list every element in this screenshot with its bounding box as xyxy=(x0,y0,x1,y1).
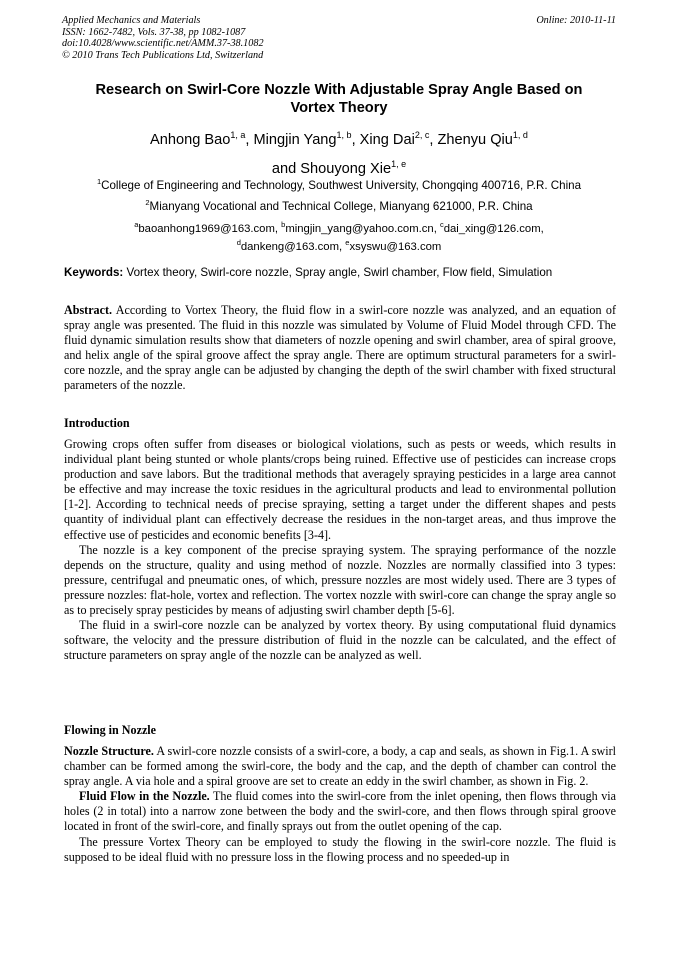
author-name: Xing Dai xyxy=(359,131,415,148)
paper-title xyxy=(62,81,616,117)
author-sup: 1, d xyxy=(512,130,528,140)
author-name: Anhong Bao xyxy=(150,131,231,148)
keywords-text: Vortex theory, Swirl-core nozzle, Spray angle, Swirl chamber, Flow field, Simulation xyxy=(123,266,553,279)
flowing-paragraph-2 xyxy=(64,789,616,834)
email-list xyxy=(62,218,616,254)
issn-line: ISSN: 1662-7482, Vols. 37-38, pp 1082-1087 xyxy=(62,26,246,38)
author-name: Zhenyu Qiu xyxy=(437,131,513,148)
email-sup: e xyxy=(345,237,350,247)
authors-line-1: Anhong Bao$^{1, a}$, Mingjin Yang$^{1, b}$, Xing Dai$^{2, c}$, Zhenyu Qiu$^{1, d}$ xyxy=(150,130,528,148)
title-line-2: Vortex Theory xyxy=(290,100,388,116)
author-sup: 1, b xyxy=(336,130,352,140)
fluid-flow-text: The fluid comes into the swirl-core from the inlet opening, then flows through via holes (2 in total) into a narrow zone between the body and the swirl-core, and then flows through spiral groove located in front of the swirl-core, and finally sprays out from the outlet opening of the cap. xyxy=(64,789,617,834)
flowing-paragraph-3: The pressure Vortex Theory can be employed to study the flowing in the swirl-core nozzle. The fluid is supposed to be ideal fluid with no pressure loss in the flowing process and no speeded-up in xyxy=(64,834,616,864)
email-sup: b xyxy=(281,220,286,229)
affiliation-1 xyxy=(62,175,616,193)
author-list xyxy=(62,123,616,181)
introduction-body xyxy=(64,437,616,663)
copyright-line: © 2010 Trans Tech Publications Ltd, Switzerland xyxy=(62,49,264,61)
fluid-flow-label: Fluid Flow in the Nozzle. xyxy=(79,789,210,804)
journal-header xyxy=(62,15,616,61)
email-line-1 xyxy=(62,218,616,236)
email-line-2 xyxy=(62,236,616,254)
abstract-label: Abstract. xyxy=(64,303,113,317)
introduction-paragraph-2: The nozzle is a key component of the precise spraying system. The spraying performance of the nozzle depends on the structure, quality and using method of nozzle. Nozzles are normally classified into 3 types: pressure, centrifugal and pneumatic ones, of which, pressure nozzles are most widely used. There are 3 types of pressure nozzles: flat-hole, vortex and reflection. The vortex nozzle with swirl-core can change the spray angle so as to precisely spray pesticides by means of adjusting swirl chamber depth [5-6]. xyxy=(64,542,616,618)
journal-name: Applied Mechanics and Materials xyxy=(62,15,201,26)
nozzle-structure-text: A swirl-core nozzle consists of a swirl-core, a body, a cap and seals, as shown in Fig.1. A swirl chamber can be formed among the swirl-core, the body and the cap, and the depth of chamber can control the spray angle. A via hole and a spiral groove are set to create an eddy in the swirl chamber, as shown in Fig. 2. xyxy=(64,744,616,789)
email-sup: c xyxy=(439,220,444,229)
email-address: mingjin_yang@yahoo.com.cn, xyxy=(285,222,440,235)
introduction-paragraph-3: The fluid in a swirl-core nozzle can be analyzed by vortex theory. By using computational fluid dynamics software, the velocity and the pressure distribution of fluid in the nozzle can be calculated, and the effect of structure parameters on spray angle of the nozzle can be analyzed as well. xyxy=(64,618,616,663)
nozzle-structure-label: Nozzle Structure. xyxy=(64,744,154,758)
affiliation-sup: 2 xyxy=(145,198,150,207)
email-address: dankeng@163.com, xyxy=(240,240,346,253)
title-line-1: Research on Swirl-Core Nozzle With Adjustable Spray Angle Based on xyxy=(95,82,583,98)
doi-line: doi:10.4028/www.scientific.net/AMM.37-38.1082 xyxy=(62,38,264,50)
flowing-body xyxy=(64,744,616,865)
introduction-paragraph-1: Growing crops often suffer from diseases or biological violations, such as pests or weeds, which results in individual plant being stunted or whole plants/crops being ruined. Effective use of pesticides can increase crops production and save labors. But the traditional methods that averagely spraying pesticides in a large area cannot be effective and may increase the toxic residues in the agricultural products and lead to environmental pollution [1-2]. According to technical needs of precise spraying, setting a target under the different shapes and pests quantity of individual plant can effectively decrease the residues in the non-target areas, and thus improve the effective use of pesticides and economic benefits [3-4]. xyxy=(64,437,616,542)
abstract-text: According to Vortex Theory, the fluid flow in a swirl-core nozzle was analyzed, and an equation of spray angle was presented. The fluid in this nozzle was simulated by Volume of Fluid Model through CFD. The fluid dynamic simulation results show that diameters of nozzle opening and swirl chamber, area of spiral groove, and helix angle of the spiral groove affect the spray angle. There are optimum structural parameters for a swirl-core nozzle, and the spray angle can be adjusted by changing the depth of the swirl chamber with fixed structural parameters of the nozzle. xyxy=(64,303,616,393)
email-sup: d xyxy=(236,237,241,247)
online-date: Online: 2010-11-11 xyxy=(536,15,616,26)
author-name: and Shouyong Xie xyxy=(271,160,392,177)
keywords xyxy=(64,266,616,280)
author-sup: 1, e xyxy=(391,158,407,169)
author-sup: 2, c xyxy=(414,130,430,140)
email-sup: a xyxy=(134,220,139,229)
author-name: Mingjin Yang xyxy=(253,131,337,148)
email-address: baoanhong1969@163.com, xyxy=(138,222,282,235)
section-heading-introduction: Introduction xyxy=(64,416,130,430)
affiliation-text: Mianyang Vocational and Technical College, Mianyang 621000, P.R. China xyxy=(149,199,533,213)
abstract-paragraph xyxy=(64,303,616,394)
keywords-label: Keywords: xyxy=(64,266,124,279)
affiliation-text: College of Engineering and Technology, Southwest University, Chongqing 400716, P.R. China xyxy=(101,178,582,192)
email-address: dai_xing@126.com, xyxy=(443,222,544,235)
affiliation-sup: 1 xyxy=(96,177,102,186)
flowing-paragraph-1 xyxy=(64,744,616,789)
affiliation-2 xyxy=(62,196,616,214)
abstract xyxy=(64,303,616,394)
author-sup: 1, a xyxy=(230,130,246,140)
section-heading-flowing: Flowing in Nozzle xyxy=(64,723,157,737)
email-address: xsyswu@163.com xyxy=(349,240,442,253)
